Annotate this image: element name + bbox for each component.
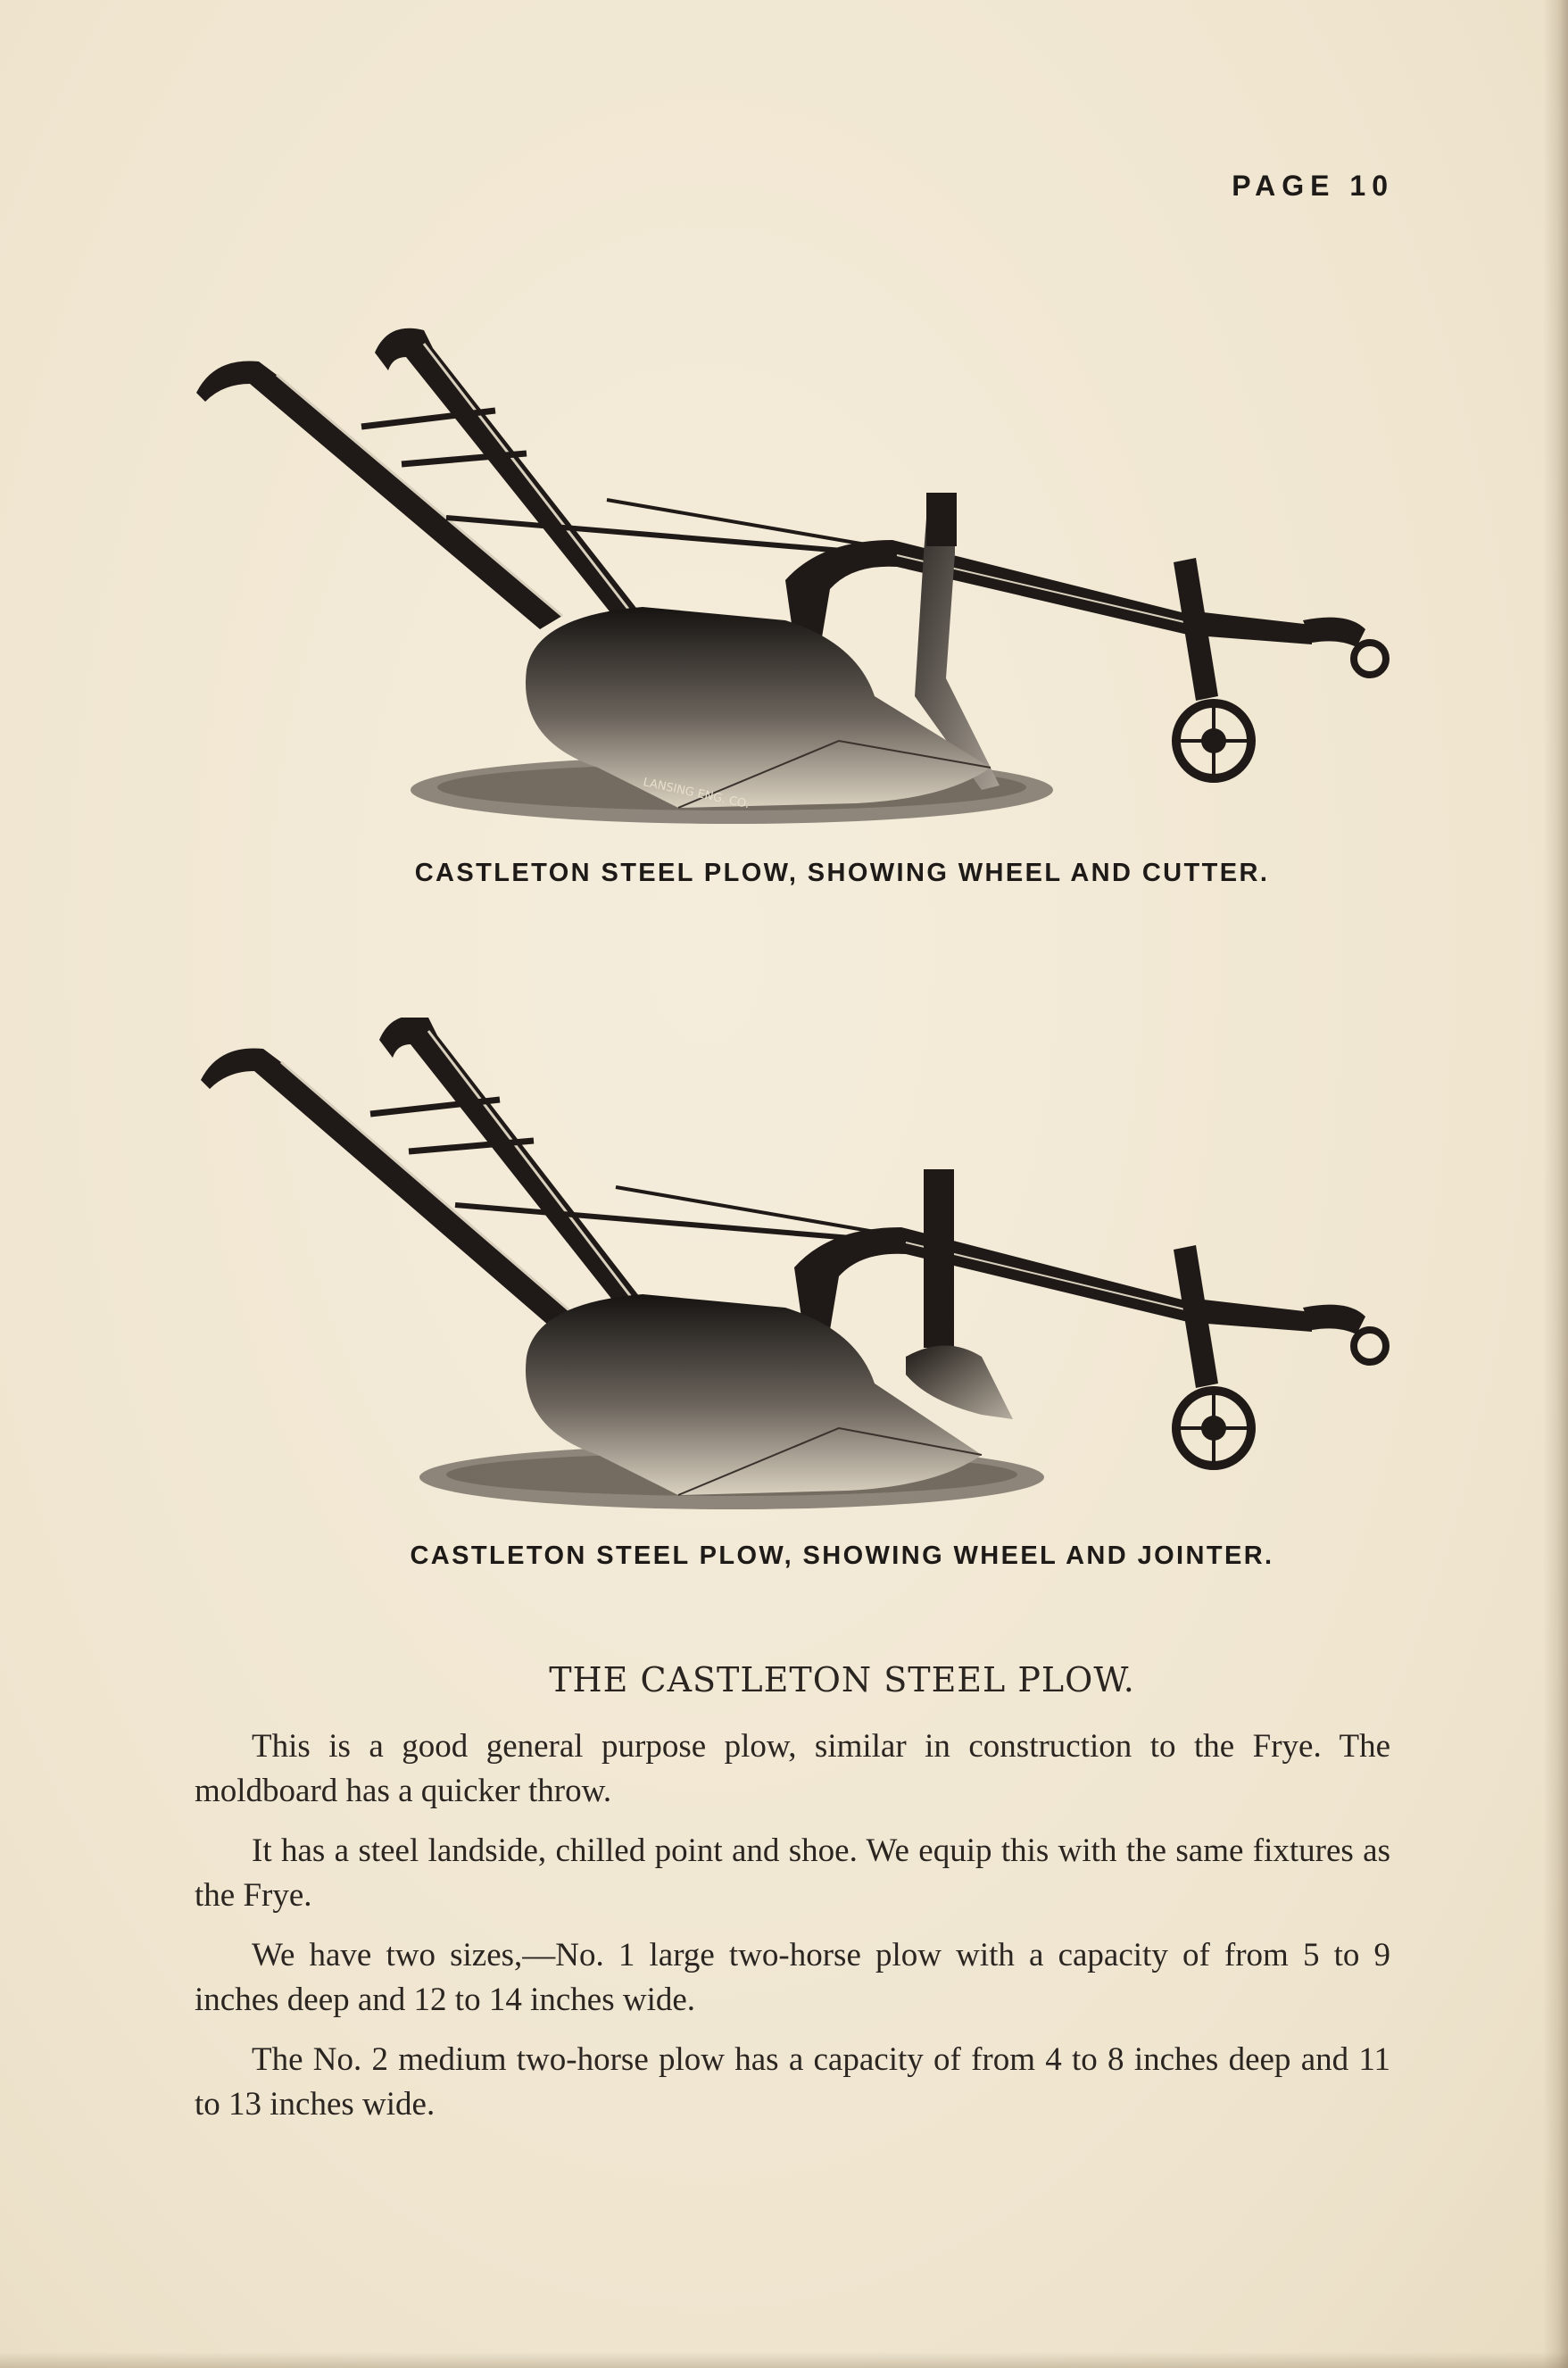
page-number: PAGE 10 [1232,170,1394,202]
plow-illustration-cutter [178,321,1410,857]
article-title: THE CASTLETON STEEL PLOW. [549,1660,1135,1699]
plow-cutter-engraving [178,321,1410,857]
paragraph-3: We have two sizes,—No. 1 large two-horse plow with a capacity of from 5 to 9 inches deep and 12 to 14 inches wide. [195,1937,1390,2018]
plow-jointer-engraving [178,1018,1410,1553]
page-bottom-shadow [0,2352,1568,2368]
page-edge-shadow [1543,0,1568,2368]
paragraph-1: This is a good general purpose plow, similar in construction to the Frye. The moldboard has a quicker throw. [195,1728,1390,1809]
paragraph-2: It has a steel landside, chilled point and shoe. We equip this with the same fixtures as the Frye. [195,1832,1390,1914]
article-body [195,1724,1390,2142]
paragraph-4: The No. 2 medium two-horse plow has a capacity of from 4 to 8 inches deep and 11 to 13 inches wide. [195,2041,1390,2123]
figure-caption-jointer: CASTLETON STEEL PLOW, SHOWING WHEEL AND JOINTER. [410,1541,1274,1570]
figure-caption-cutter: CASTLETON STEEL PLOW, SHOWING WHEEL AND CUTTER. [414,859,1270,887]
plow-illustration-jointer [178,1018,1410,1553]
engraver-mark: LANSING ENG. CO. [642,776,751,812]
